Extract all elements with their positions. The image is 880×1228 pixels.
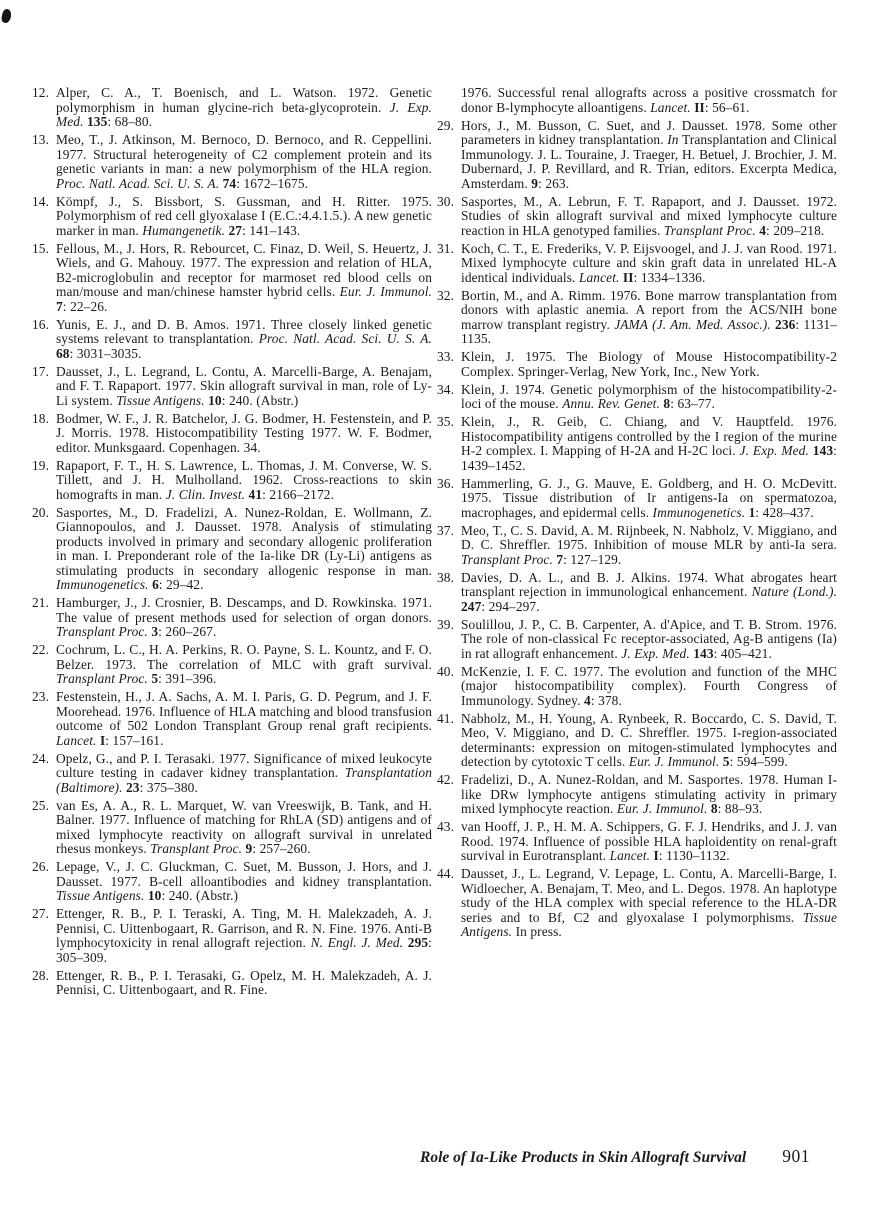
reference-item	[437, 242, 837, 286]
reference-text: Fellous, M., J. Hors, R. Rebourcet, C. Finaz, D. Weil, S. Heuertz, J. Wiels, and G. Mahouy. 1977. The expression and relation of HLA, B2-microglobulin and receptor for marmoset red blood cells on man/mouse and man/chinese hamster hybrid cells. Eur. J. Immunol. 7: 22–26.	[56, 240, 432, 314]
running-title: Role of Ia-Like Products in Skin Allograft Survival	[420, 1149, 747, 1166]
reference-number: 26.	[32, 859, 50, 874]
reference-item	[32, 690, 432, 748]
reference-text: Yunis, E. J., and D. B. Amos. 1971. Three closely linked genetic systems relevant to transplantation. Proc. Natl. Acad. Sci. U. S. A. 68: 3031–3035.	[56, 316, 432, 361]
reference-item	[437, 773, 837, 817]
reference-number: 12.	[32, 85, 50, 100]
reference-item	[437, 383, 837, 412]
reference-number: 42.	[437, 772, 455, 787]
reference-text: Bortin, M., and A. Rimm. 1976. Bone marrow transplantation from donors with aplastic anemia. A report from the ACS/NIH bone marrow transplant registry. JAMA (J. Am. Med. Assoc.). 236: 1131–1135.	[461, 287, 838, 346]
reference-item	[437, 477, 837, 521]
reference-text: Alper, C. A., T. Boenisch, and L. Watson. 1972. Genetic polymorphism in human glycine-rich beta-glycoprotein. J. Exp. Med. 135: 68–80.	[56, 85, 432, 129]
reference-text: Sasportes, M., D. Fradelizi, A. Nunez-Roldan, E. Wollmann, Z. Giannopoulos, and J. Dausset. 1978. Analysis of stimulating products involved in primary and secondary allogenic proliferation in man. I. Preponderant role of the Ia-like DR (Ly-Li) antigens as stimulating products in secondary allogenic response in man. Immunogenetics. 6: 29–42.	[56, 504, 432, 592]
reference-item	[32, 318, 432, 362]
reference-number: 18.	[32, 410, 50, 426]
reference-item	[32, 969, 432, 998]
reference-text: Klein, J. 1974. Genetic polymorphism of the histocompatibility-2-loci of the mouse. Annu. Rev. Genet. 8: 63–77.	[461, 381, 837, 411]
reference-number: 41.	[437, 710, 455, 726]
reference-item	[32, 86, 432, 130]
reference-number: 21.	[32, 595, 50, 610]
reference-number: 32.	[437, 287, 455, 303]
reference-item	[32, 365, 432, 409]
reference-text: McKenzie, I. F. C. 1977. The evolution and function of the MHC (major histocompatibility complex). Fourth Congress of Immunology. Sydney. 4: 378.	[461, 663, 837, 708]
reference-item	[437, 289, 837, 347]
reference-text: Klein, J., R. Geib, C. Chiang, and V. Hauptfeld. 1976. Histocompatibility antigens controlled by the I region of the murine H-2 complex. I. Mapping of H-2A and H-2C loci. J. Exp. Med. 143: 1439–1452.	[461, 414, 837, 473]
reference-number: 24.	[32, 750, 50, 766]
reference-item	[32, 506, 432, 593]
reference-text: Meo, T., J. Atkinson, M. Bernoco, D. Bernoco, and R. Ceppellini. 1977. Structural heterogeneity of C2 complement protein and its genetic variants in man: a new polymorphism of the HLA region. Proc. Natl. Acad. Sci. U. S. A. 74: 1672–1675.	[56, 132, 432, 191]
reference-number: 25.	[32, 797, 50, 813]
reference-number	[437, 86, 461, 115]
reference-text: Koch, C. T., E. Frederiks, V. P. Eijsvoogel, and J. J. van Rood. 1971. Mixed lymphocyte culture and skin graft data in unrelated HL-A identical individuals. Lancet. II: 1334–1336.	[461, 240, 837, 285]
reference-number: 39.	[437, 616, 455, 632]
reference-item	[32, 195, 432, 239]
reference-item	[437, 618, 837, 662]
reference-item	[32, 907, 432, 965]
reference-item	[437, 820, 837, 864]
reference-number: 23.	[32, 689, 50, 704]
reference-number: 19.	[32, 457, 50, 473]
reference-text: 1976. Successful renal allografts across a positive crossmatch for donor B-lymphocyte alloantigens. Lancet. II: 56–61.	[461, 85, 837, 115]
reference-number: 16.	[32, 316, 50, 332]
reference-number: 33.	[437, 349, 455, 364]
reference-text: Sasportes, M., A. Lebrun, F. T. Rapaport, and J. Dausset. 1972. Studies of skin allograft survival and mixed lymphocyte culture reaction in HLA genotyped families. Transplant Proc. 4: 209–218.	[461, 193, 837, 238]
reference-item	[32, 412, 432, 456]
reference-number: 20.	[32, 504, 50, 520]
reference-text: Kömpf, J., S. Bissbort, S. Gussman, and H. Ritter. 1975. Polymorphism of red cell glyoxalase I (E.C.:4.4.1.5.). A new genetic marker in man. Humangenetik. 27: 141–143.	[56, 193, 432, 238]
reference-item	[437, 712, 837, 770]
reference-text: Festenstein, H., J. A. Sachs, A. M. I. Paris, G. D. Pegrum, and J. F. Moorehead. 1976. Influence of HLA matching and blood transfusion outcome of 502 London Transplant Group renal graft recipients. Lancet. I: 157–161.	[56, 689, 432, 748]
reference-text: Nabholz, M., H. Young, A. Rynbeek, R. Boccardo, C. S. David, T. Meo, V. Miggiano, and D. C. Shreffler. 1975. I-region-associated determinants: expression on mitogen-stimulated lymphocytes and detection by cytotoxic T cells. Eur. J. Immunol. 5: 594–599.	[461, 710, 837, 769]
reference-item	[32, 242, 432, 315]
reference-item	[32, 459, 432, 503]
reference-text: Dausset, J., L. Legrand, L. Contu, A. Marcelli-Barge, A. Benajam, and F. T. Rapaport. 1977. Skin allograft survival in man, role of Ly-Li system. Tissue Antigens. 10: 240. (Abstr.)	[56, 363, 432, 408]
reference-text: van Es, A. A., R. L. Marquet, W. van Vreeswijk, B. Tank, and H. Balner. 1977. Influence of matching for RhLA (SD) antigens and of mixed lymphocyte reactivity on allograft survival in unrelated rhesus monkeys. Transplant Proc. 9: 257–260.	[56, 797, 432, 856]
reference-item	[437, 665, 837, 709]
reference-text: Rapaport, F. T., H. S. Lawrence, L. Thomas, J. M. Converse, W. S. Tillett, and J. H. Mulholland. 1962. Cross-reactions to skin homografts in man. J. Clin. Invest. 41: 2166–2172.	[56, 457, 432, 502]
reference-text: Bodmer, W. F., J. R. Batchelor, J. G. Bodmer, H. Festenstein, and P. J. Morris. 1978. Histocompatibility Testing 1977. W. F. Bodmer, editor. Munksgaard. Copenhagen. 34.	[56, 410, 432, 455]
reference-text: Klein, J. 1975. The Biology of Mouse Histocompatibility-2 Complex. Springer-Verlag, New York, Inc., New York.	[461, 349, 837, 379]
reference-text: Ettenger, R. B., P. I. Teraski, A. Ting, M. H. Malekzadeh, A. J. Pennisi, C. Uittenbogaart, R. Garrison, and R. N. Fine. 1976. Anti-B lymphocytoxicity in renal allograft rejection. N. Engl. J. Med. 295: 305–309.	[56, 906, 432, 965]
reference-number: 40.	[437, 663, 455, 679]
reference-number: 43.	[437, 819, 455, 834]
reference-item	[437, 86, 837, 115]
reference-number: 44.	[437, 866, 455, 881]
references-column-right	[437, 86, 837, 1001]
reference-item	[437, 524, 837, 568]
reference-number: 38.	[437, 569, 455, 585]
reference-text: Lepage, V., J. C. Gluckman, C. Suet, M. Busson, J. Hors, and J. Dausset. 1977. B-cell alloantibodies and kidney transplantation. Tissue Antigens. 10: 240. (Abstr.)	[56, 859, 432, 903]
reference-number: 30.	[437, 193, 455, 209]
reference-text: Soulillou, J. P., C. B. Carpenter, A. d'Apice, and T. B. Strom. 1976. The role of non-classical Fc receptor-associated, Ag-B antigens (Ia) in rat allograft enhancement. J. Exp. Med. 143: 405–421.	[461, 616, 837, 661]
reference-number: 17.	[32, 363, 50, 379]
reference-number: 29.	[437, 117, 455, 133]
reference-text: Dausset, J., L. Legrand, V. Lepage, L. Contu, A. Marcelli-Barge, I. Widloecher, A. Benajam, T. Meo, and L. Degos. 1978. An haplotype study of the HLA complex with special reference to the HLA-DR series and to Bf, C2 and glyoxalase I polymorphisms. Tissue Antigens. In press.	[461, 866, 837, 939]
reference-item	[32, 643, 432, 687]
reference-text: Davies, D. A. L., and B. J. Alkins. 1974. What abrogates heart transplant rejection in immunological enhancement. Nature (Lond.). 247: 294–297.	[461, 569, 837, 614]
reference-text: Fradelizi, D., A. Nunez-Roldan, and M. Sasportes. 1978. Human I-like DRw lymphocyte antigens stimulating activity in primary mixed lymphocyte reaction. Eur. J. Immunol. 8: 88–93.	[461, 772, 837, 816]
reference-number: 22.	[32, 642, 50, 657]
reference-item	[437, 415, 837, 473]
reference-item	[437, 867, 837, 940]
reference-number: 28.	[32, 967, 50, 983]
reference-item	[32, 799, 432, 857]
page-number: 901	[782, 1146, 810, 1166]
reference-number: 13.	[32, 132, 50, 147]
reference-item	[32, 860, 432, 904]
reference-number: 14.	[32, 193, 50, 209]
reference-number: 31.	[437, 240, 455, 256]
references-section	[32, 86, 838, 1001]
reference-text: Meo, T., C. S. David, A. M. Rijnbeek, N. Nabholz, V. Miggiano, and D. C. Shreffler. 1975. Inhibition of mouse MLR by anti-Ia sera. Transplant Proc. 7: 127–129.	[461, 522, 837, 567]
reference-text: van Hooff, J. P., H. M. A. Schippers, G. F. J. Hendriks, and J. J. van Rood. 1974. Influence of possible HLA haploidentity on renal-graft survival in Eurotransplant. Lancet. I: 1130–1132.	[461, 819, 837, 863]
references-column-left	[32, 86, 432, 1001]
reference-text: Hamburger, J., J. Crosnier, B. Descamps, and D. Rowkinska. 1971. The value of present methods used for selection of organ donors. Transplant Proc. 3: 260–267.	[56, 595, 432, 639]
reference-item	[32, 133, 432, 191]
reference-number: 37.	[437, 522, 455, 538]
reference-item	[32, 596, 432, 640]
reference-item	[32, 752, 432, 796]
reference-number: 27.	[32, 906, 50, 921]
reference-item	[437, 571, 837, 615]
reference-number: 15.	[32, 240, 50, 256]
reference-item	[437, 119, 837, 192]
page-footer	[420, 1146, 810, 1167]
reference-number: 34.	[437, 381, 455, 397]
reference-text: Opelz, G., and P. I. Terasaki. 1977. Significance of mixed leukocyte culture testing in cadaver kidney transplantation. Transplantation (Baltimore). 23: 375–380.	[56, 750, 432, 795]
scan-artifact-blob	[1, 8, 13, 24]
reference-number: 36.	[437, 475, 455, 491]
reference-item	[437, 195, 837, 239]
reference-number: 35.	[437, 414, 455, 429]
reference-text: Hors, J., M. Busson, C. Suet, and J. Dausset. 1978. Some other parameters in kidney transplantation. In Transplantation and Clinical Immunology. J. L. Touraine, J. Traeger, H. Betuel, J. Brochier, J. M. Dubernard, J. P. Revillard, and R. Trian, editors. Excerpta Medica, Amsterdam. 9: 263.	[461, 117, 838, 191]
reference-text: Ettenger, R. B., P. I. Terasaki, G. Opelz, M. H. Malekzadeh, A. J. Pennisi, C. Uittenbogaart, and R. Fine.	[56, 967, 432, 997]
reference-text: Cochrum, L. C., H. A. Perkins, R. O. Payne, S. L. Kountz, and F. O. Belzer. 1973. The correlation of MLC with graft survival. Transplant Proc. 5: 391–396.	[56, 642, 432, 686]
reference-item	[437, 350, 837, 379]
reference-text: Hammerling, G. J., G. Mauve, E. Goldberg, and H. O. McDevitt. 1975. Tissue distribution of Ir antigens-Ia on spermatozoa, macrophages, and epidermal cells. Immunogenetics. 1: 428–437.	[461, 475, 837, 520]
